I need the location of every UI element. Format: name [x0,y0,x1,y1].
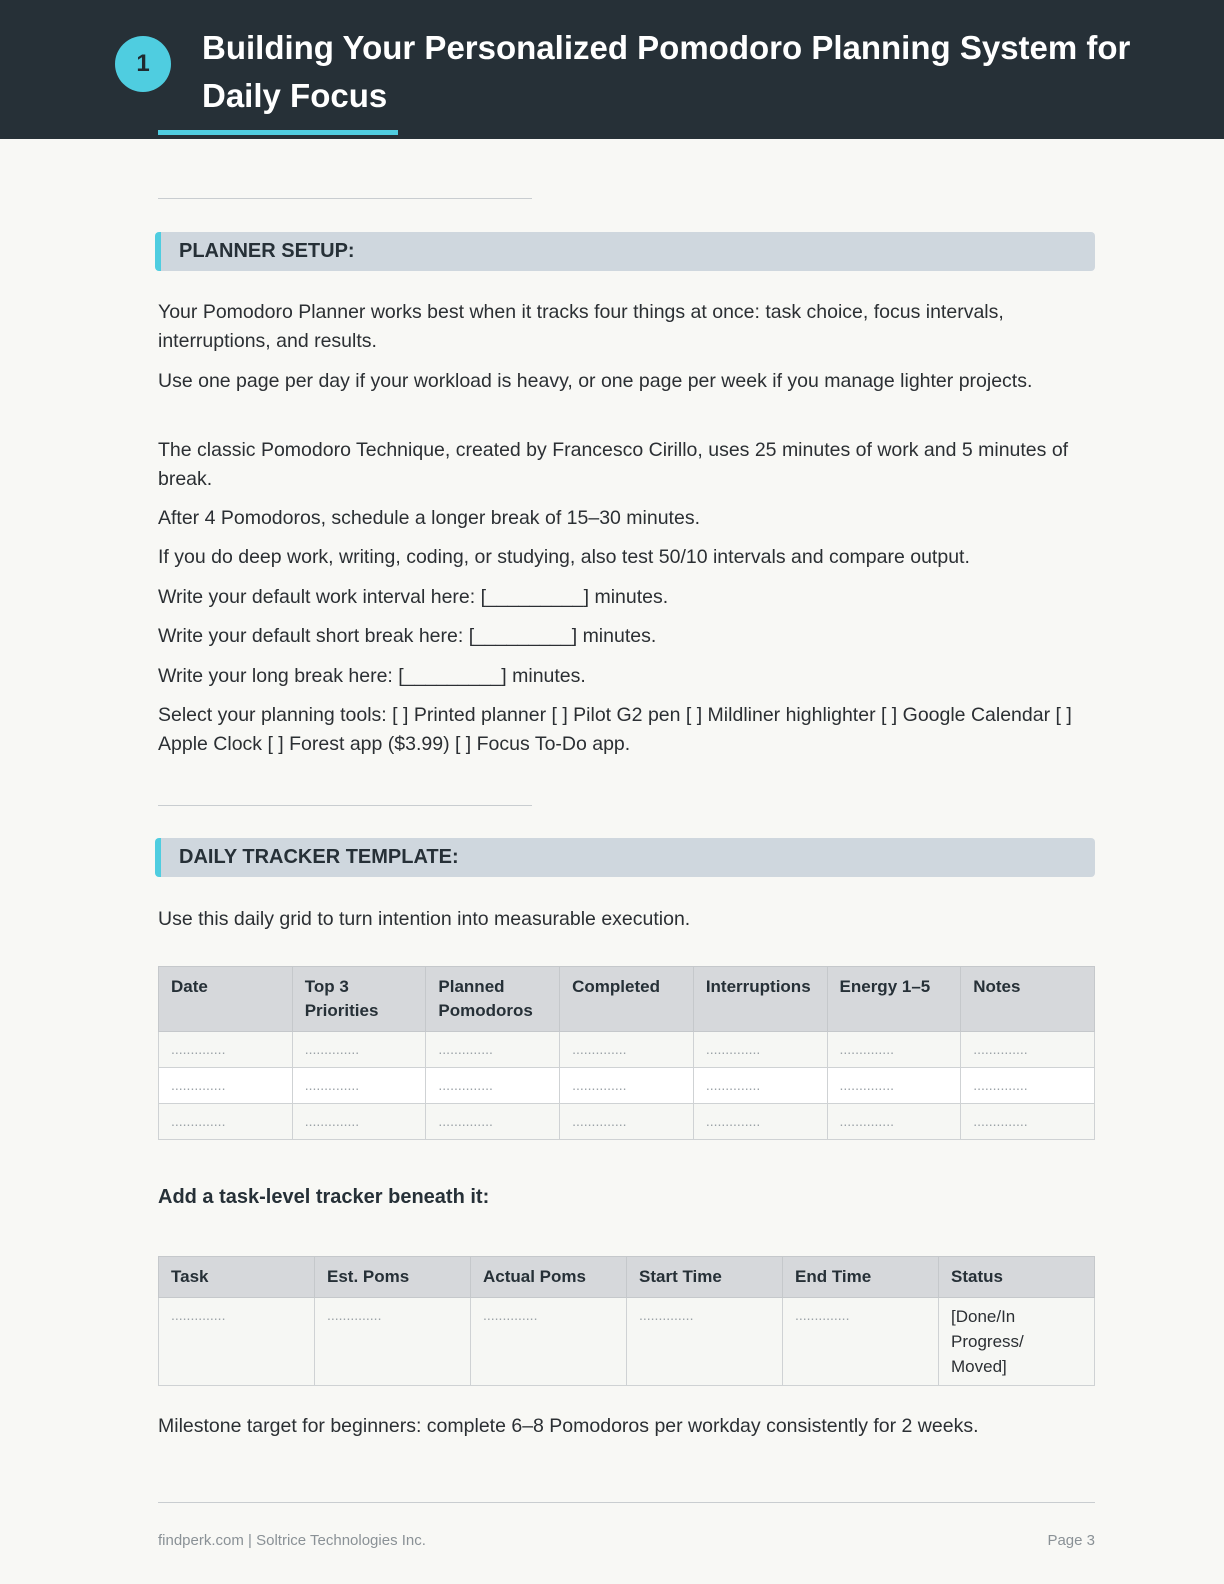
table-cell: .............. [426,1032,560,1068]
footer-divider [158,1502,1095,1503]
page-number: Page 3 [1047,1532,1095,1549]
table-cell: .............. [426,1068,560,1104]
table-cell: .............. [961,1068,1095,1104]
task-tracker-heading: Add a task-level tracker beneath it: [158,1186,490,1208]
footer-publisher: findperk.com | Soltrice Technologies Inc. [158,1532,426,1549]
section-heading-label: DAILY TRACKER TEMPLATE: [179,846,459,868]
planning-tools-checklist: Select your planning tools: [ ] Printed planner [ ] Pilot G2 pen [ ] Mildliner highlighter [ ] Google Calendar [ ] Apple Clock [ ] Forest app ($3.99) [ ] Focus To-Do app. [158,704,1072,755]
column-header: Status [939,1257,1095,1298]
paragraph: If you do deep work, writing, coding, or studying, also test 50/10 intervals and compare output. [158,546,970,568]
section-heading-label: PLANNER SETUP: [179,240,355,262]
work-interval-field: Write your default work interval here: [_________] minutes. [158,586,669,608]
column-header: Est. Poms [315,1257,471,1298]
table-cell: .............. [159,1104,293,1140]
column-header: Interruptions [693,967,827,1032]
task-tracker-table [158,1256,1095,1386]
table-row [159,1068,1095,1104]
paragraph: Use this daily grid to turn intention into measurable execution. [158,908,691,930]
paragraph: After 4 Pomodoros, schedule a longer break of 15–30 minutes. [158,507,700,529]
table-row [159,1104,1095,1140]
daily-tracker-table [158,966,1095,1140]
table-cell: .............. [693,1032,827,1068]
column-header: Energy 1–5 [827,967,961,1032]
title-underline [158,130,398,135]
paragraph: Use one page per day if your workload is heavy, or one page per week if you manage lighter projects. [158,370,1033,392]
section-heading-daily-tracker [155,838,1095,877]
chapter-number-badge: 1 [115,36,171,92]
table-cell: .............. [827,1032,961,1068]
table-cell: .............. [827,1104,961,1140]
table-cell: .............. [560,1032,694,1068]
long-break-field: Write your long break here: [_________] minutes. [158,665,586,687]
column-header: Completed [560,967,694,1032]
milestone-text: Milestone target for beginners: complete 6–8 Pomodoros per workday consistently for 2 weeks. [158,1415,979,1437]
chapter-header [0,0,1224,139]
table-cell: .............. [292,1032,426,1068]
section-divider [158,805,532,806]
section-heading-planner-setup [155,232,1095,271]
column-header: Notes [961,967,1095,1032]
table-cell: .............. [426,1104,560,1140]
page-title: Building Your Personalized Pomodoro Planning System for Daily Focus [202,29,1131,114]
paragraph: Your Pomodoro Planner works best when it tracks four things at once: task choice, focus intervals, interruptions, and results. [158,301,1004,352]
table-cell: .............. [783,1298,939,1386]
table-cell: .............. [693,1068,827,1104]
column-header: End Time [783,1257,939,1298]
table-cell: .............. [315,1298,471,1386]
table-cell: .............. [560,1104,694,1140]
table-cell: .............. [961,1032,1095,1068]
column-header: Planned Pomodoros [426,967,560,1032]
table-cell: .............. [471,1298,627,1386]
section-divider [158,198,532,199]
table-cell: .............. [292,1068,426,1104]
column-header: Date [159,967,293,1032]
table-cell: .............. [627,1298,783,1386]
table-cell: .............. [159,1032,293,1068]
table-cell: .............. [693,1104,827,1140]
table-row [159,1032,1095,1068]
column-header: Start Time [627,1257,783,1298]
column-header: Actual Poms [471,1257,627,1298]
column-header: Top 3 Priorities [292,967,426,1032]
short-break-field: Write your default short break here: [_________] minutes. [158,625,657,647]
status-cell: [Done/In Progress/ Moved] [939,1298,1095,1386]
table-cell: .............. [560,1068,694,1104]
paragraph: The classic Pomodoro Technique, created by Francesco Cirillo, uses 25 minutes of work and 5 minutes of break. [158,439,1069,490]
table-cell: .............. [961,1104,1095,1140]
table-cell: .............. [292,1104,426,1140]
column-header: Task [159,1257,315,1298]
table-cell: .............. [827,1068,961,1104]
table-cell: .............. [159,1298,315,1386]
table-cell: .............. [159,1068,293,1104]
table-row [159,1298,1095,1386]
